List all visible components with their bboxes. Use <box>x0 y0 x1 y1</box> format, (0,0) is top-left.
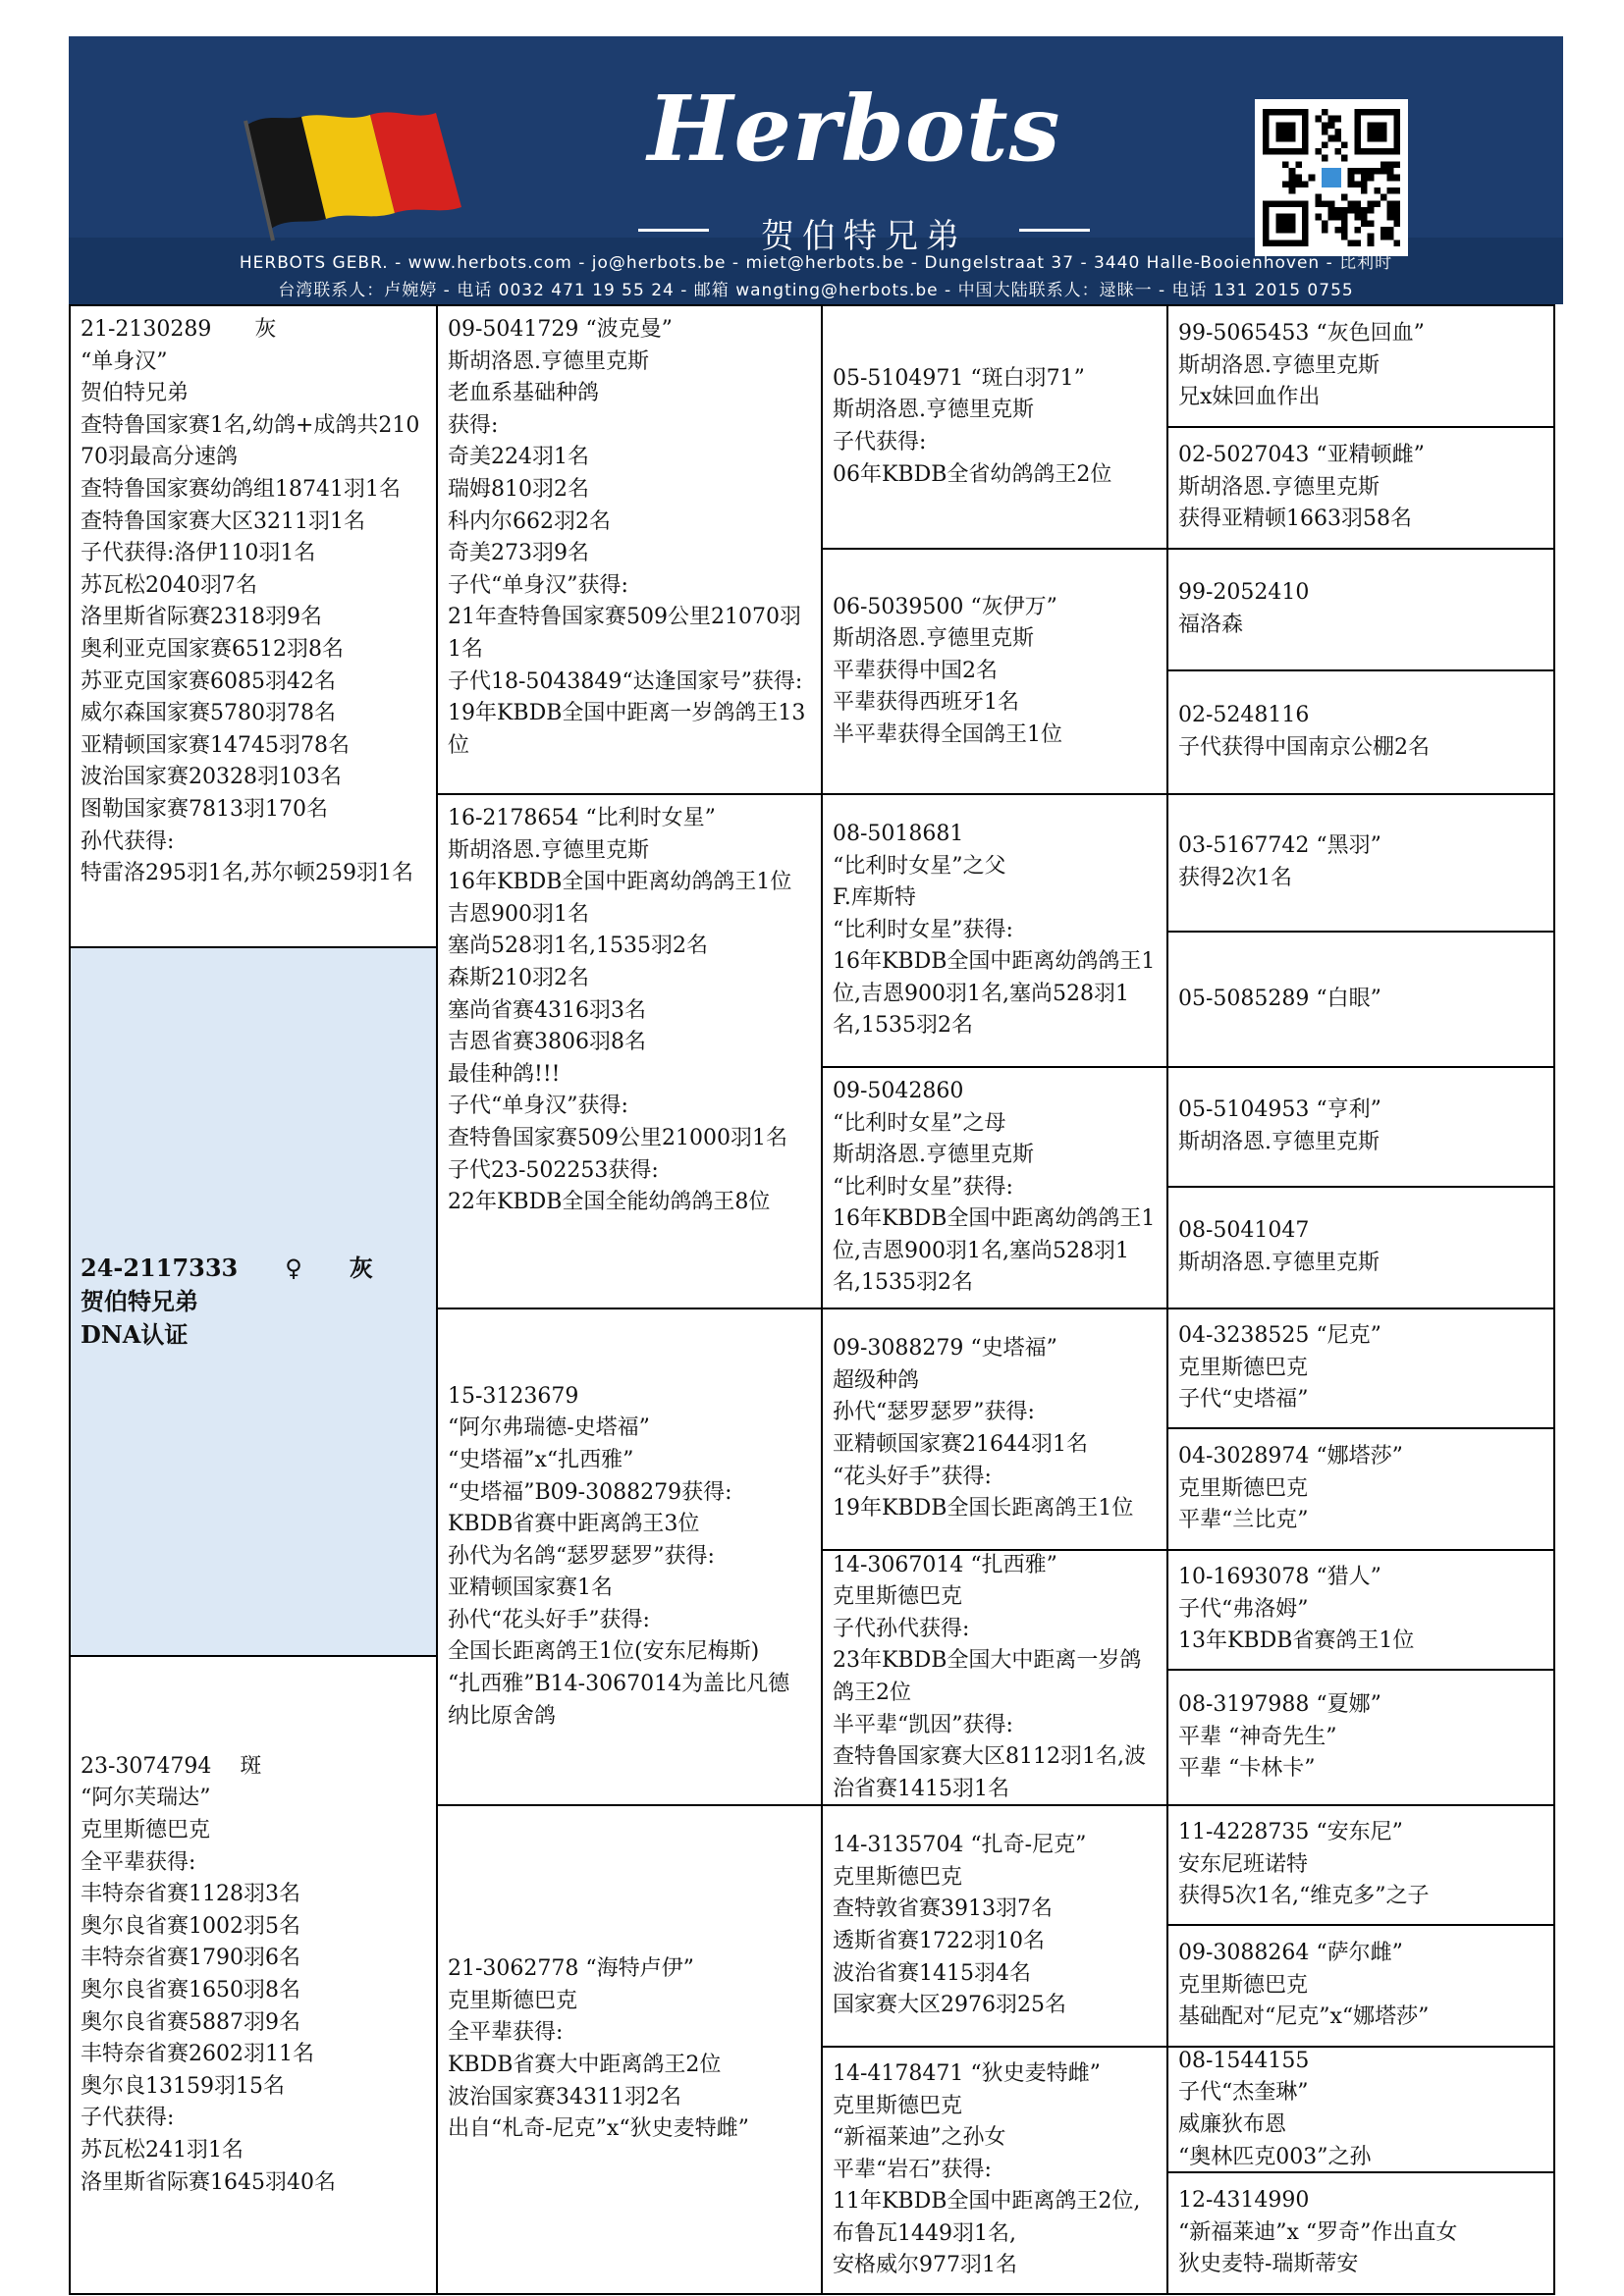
pedigree-line: 11-4228735 “安东尼” <box>1178 1820 1403 1845</box>
pedigree-line: 05-5085289 “白眼” <box>1178 986 1381 1011</box>
pedigree-line: 孙代“花头好手”获得: <box>448 1607 650 1632</box>
pedigree-line: 子代孙代获得: <box>833 1616 970 1641</box>
contact-line-2: 台湾联系人：卢婉婷 - 电话 0032 471 19 55 24 - 邮箱 wangting@herbots.be - 中国大陆联系人：逯睐一 - 电话 131 2015 0755 <box>278 281 1354 300</box>
qr-code-icon <box>1255 99 1408 256</box>
pedigree-line: 基础配对“尼克”x“娜塔莎” <box>1178 2004 1430 2030</box>
pedigree-line: 克里斯德巴克 <box>1178 1972 1309 1998</box>
header-banner <box>69 36 1563 304</box>
pedigree-line: “比利时女星”之父 <box>833 853 1006 879</box>
pedigree-line: 子代“杰奎琳” <box>1178 2080 1309 2106</box>
pedigree-line: 平辈获得中国2名 <box>833 658 998 683</box>
pedigree-line: KBDB省赛中距离鸽王3位 <box>448 1512 700 1537</box>
pedigree-line: 克里斯德巴克 <box>81 1818 211 1843</box>
pedigree-cell-text <box>1178 830 1543 894</box>
pedigree-line: 平辈获得西班牙1名 <box>833 690 1019 716</box>
pedigree-line: 森斯210羽2名 <box>448 965 589 990</box>
pedigree-line: 斯胡洛恩.亨德里克斯 <box>448 348 649 374</box>
pedigree-line: 斯胡洛恩.亨德里克斯 <box>833 626 1034 652</box>
pedigree-line: 丰特奈省赛2602羽11名 <box>81 2042 314 2067</box>
pedigree-line: “奥林匹克003”之孙 <box>1178 2144 1372 2169</box>
pedigree-cell-g2-dd <box>436 1804 823 2295</box>
pedigree-cell-g2-sd <box>436 793 823 1309</box>
pedigree-line: 08-5018681 <box>833 821 964 846</box>
pedigree-line: 11年KBDB全国中距离鸽王2位,布鲁瓦1449羽1名, <box>833 2189 1141 2246</box>
pedigree-cell-text <box>1178 1095 1543 1158</box>
pedigree-line: 洛里斯省际赛1645羽40名 <box>81 2169 336 2195</box>
pedigree-line: 平辈“兰比克” <box>1178 1508 1309 1533</box>
pedigree-cell-g4-5 <box>1166 793 1555 933</box>
pedigree-line: 出自“札奇-尼克”x“狄史麦特雌” <box>448 2116 749 2142</box>
pedigree-cell-text <box>1178 700 1543 764</box>
pedigree-line: 查特鲁国家赛幼鸽组18741羽1名 <box>81 476 401 502</box>
pedigree-line: 苏瓦松2040羽7名 <box>81 572 257 598</box>
pedigree-line: 国家赛大区2976羽25名 <box>833 1993 1066 2018</box>
pedigree-line: 贺伯特兄弟 <box>81 381 189 406</box>
pedigree-line: 全国长距离鸽王1位(安东尼梅斯) <box>448 1639 760 1665</box>
pedigree-cell-g4-15 <box>1166 2046 1555 2173</box>
pedigree-line: 19年KBDB全国长距离鸽王1位 <box>833 1496 1134 1522</box>
pedigree-cell-text <box>833 1076 1157 1300</box>
pedigree-line: 全平辈获得: <box>448 2020 564 2046</box>
pedigree-cell-g3-6 <box>821 1549 1168 1806</box>
pedigree-line: 子代“单身汉”获得: <box>448 1094 628 1119</box>
pedigree-line: 02-5248116 <box>1178 703 1310 728</box>
pedigree-line: 99-5065453 “灰色回血” <box>1178 321 1425 347</box>
pedigree-cell-text <box>833 2058 1157 2282</box>
pedigree-line: 16年KBDB全国中距离幼鸽鸽王1位,吉恩900羽1名,塞尚528羽1名,1535羽2名 <box>833 949 1156 1039</box>
pedigree-line: 奥尔良13159羽15名 <box>81 2073 285 2099</box>
pedigree-line: 半平辈获得全国鸽王1位 <box>833 721 1062 747</box>
pedigree-line: 波治国家赛20328羽103名 <box>81 765 342 790</box>
pedigree-cell-g4-8 <box>1166 1186 1555 1309</box>
pedigree-cell-text <box>81 1252 426 1352</box>
pedigree-line: 09-5042860 <box>833 1078 964 1103</box>
pedigree-line: “新福莱迪”之孙女 <box>833 2125 1006 2151</box>
pedigree-line: 兄x妹回血作出 <box>1178 385 1321 410</box>
pedigree-line: “扎西雅”B14-3067014为盖比凡德纳比原舍鸽 <box>448 1672 790 1729</box>
pedigree-line: 克里斯德巴克 <box>448 1988 578 2013</box>
pedigree-cell-text <box>1178 1817 1543 1913</box>
pedigree-line: 科内尔662羽2名 <box>448 508 611 534</box>
pedigree-line: 23-3074794 斑 <box>81 1753 262 1779</box>
pedigree-line: 12-4314990 <box>1178 2188 1310 2214</box>
pedigree-line: 09-3088279 “史塔福” <box>833 1336 1057 1362</box>
pedigree-line: 斯胡洛恩.亨德里克斯 <box>833 1143 1034 1168</box>
pedigree-line: 09-5041729 “波克曼” <box>448 317 673 342</box>
pedigree-line: 16年KBDB全国中距离幼鸽鸽王1位 <box>448 870 792 895</box>
pedigree-cell-text <box>448 803 811 1219</box>
pedigree-line: 全平辈获得: <box>81 1849 196 1875</box>
pedigree-line: 子代获得: <box>81 2106 175 2131</box>
pedigree-cell-g4-16 <box>1166 2171 1555 2295</box>
pedigree-line: 威廉狄布恩 <box>1178 2112 1287 2137</box>
pedigree-line: 平辈“岩石”获得: <box>833 2157 992 2182</box>
contact-line-1: HERBOTS GEBR. - www.herbots.com - jo@herbots.be - miet@herbots.be - Dungelstraat 37 - 3440 Halle-Booienhoven - 比利时 <box>239 253 1393 273</box>
pedigree-line: 14-3135704 “扎奇-尼克” <box>833 1833 1087 1858</box>
pedigree-line: 查特鲁国家赛509公里21000羽1名 <box>448 1125 787 1150</box>
pedigree-cell-g4-9 <box>1166 1308 1555 1429</box>
pedigree-line: 查特鲁国家赛大区8112羽1名,波治省赛1415羽1名 <box>833 1744 1146 1801</box>
pedigree-cell-g3-3 <box>821 793 1168 1068</box>
pedigree-line: 获得: <box>448 412 499 438</box>
belgian-flag-icon <box>228 103 473 250</box>
pedigree-line: 奥尔良省赛1650羽8名 <box>81 1978 300 2002</box>
pedigree-cell-text <box>1178 1562 1543 1658</box>
pedigree-cell-g4-4 <box>1166 669 1555 795</box>
pedigree-cell-g4-11 <box>1166 1549 1555 1671</box>
pedigree-cell-g4-14 <box>1166 1924 1555 2048</box>
pedigree-line: 安东尼班诺特 <box>1178 1851 1309 1877</box>
pedigree-line: 塞尚省赛4316羽3名 <box>448 997 646 1023</box>
pedigree-line: 获得2次1名 <box>1178 866 1292 890</box>
pedigree-line: 克里斯德巴克 <box>1178 1355 1309 1380</box>
pedigree-cell-g3-2 <box>821 548 1168 795</box>
pedigree-cell-text <box>1178 1215 1543 1279</box>
pedigree-line: 克里斯德巴克 <box>833 1584 963 1610</box>
pedigree-line: 吉恩省赛3806羽8名 <box>448 1030 646 1055</box>
pedigree-line: 奇美224羽1名 <box>448 445 589 470</box>
pedigree-cell-g4-2 <box>1166 426 1555 550</box>
pedigree-line: 13年KBDB省赛鸽王1位 <box>1178 1629 1415 1654</box>
logo-divider-left <box>638 229 709 232</box>
pedigree-cell-text <box>1178 318 1543 414</box>
herbots-logo: Herbots <box>647 76 1061 182</box>
pedigree-line: 特雷洛295羽1名,苏尔顿259羽1名 <box>81 861 413 886</box>
pedigree-line: 超级种鸽 <box>833 1367 920 1393</box>
pedigree-line: 亚精顿国家赛21644羽1名 <box>833 1432 1088 1457</box>
pedigree-line: 子代“单身汉”获得: <box>448 572 628 598</box>
pedigree-cell-text <box>1178 984 1543 1016</box>
pedigree-line: 斯胡洛恩.亨德里克斯 <box>1178 474 1380 500</box>
pedigree-line: 斯胡洛恩.亨德里克斯 <box>1178 1251 1380 1275</box>
pedigree-line: “史塔福”x“扎西雅” <box>448 1447 634 1472</box>
pedigree-line: 子代获得: <box>833 430 927 454</box>
pedigree-cell-text <box>1178 577 1543 641</box>
pedigree-line: 08-1544155 <box>1178 2048 1310 2073</box>
pedigree-line: 22年KBDB全国全能幼鸽鸽王8位 <box>448 1190 771 1215</box>
pedigree-cell-g3-4 <box>821 1066 1168 1309</box>
pedigree-line: 奥尔良省赛5887羽9名 <box>81 2009 300 2035</box>
pedigree-line: 克里斯德巴克 <box>1178 1475 1309 1501</box>
pedigree-line: 04-3028974 “娜塔莎” <box>1178 1444 1403 1469</box>
pedigree-cell-text <box>833 363 1157 491</box>
pedigree-line: 丰特奈省赛1790羽6名 <box>81 1946 300 1971</box>
pedigree-cell-text <box>1178 2046 1543 2173</box>
pedigree-line: 08-3197988 “夏娜” <box>1178 1692 1381 1718</box>
pedigree-line: “比利时女星”之母 <box>833 1110 1006 1136</box>
pedigree-cell-text <box>1178 440 1543 536</box>
pedigree-line: “比利时女星”获得: <box>833 1174 1013 1200</box>
pedigree-line: 奇美273羽9名 <box>448 541 589 566</box>
pedigree-line: 孙代“瑟罗瑟罗”获得: <box>833 1400 1035 1425</box>
pedigree-line: “花头好手”获得: <box>833 1464 992 1489</box>
pedigree-line: 子代“弗洛姆” <box>1178 1596 1309 1622</box>
pedigree-line: 21-2130289 灰 <box>81 317 277 342</box>
pedigree-cell-text <box>448 1953 811 2146</box>
pedigree-line: “单身汉” <box>81 348 168 374</box>
pedigree-line: 克里斯德巴克 <box>833 2093 963 2118</box>
pedigree-line: 洛里斯省际赛2318羽9名 <box>81 605 322 630</box>
pedigree-line: 安格威尔977羽1名 <box>833 2253 1017 2278</box>
pedigree-cell-g4-10 <box>1166 1427 1555 1551</box>
pedigree-cell-g3-7 <box>821 1804 1168 2048</box>
pedigree-line: 最佳种鸽!!! <box>448 1061 561 1087</box>
pedigree-line: 获得亚精顿1663羽58名 <box>1178 507 1412 532</box>
pedigree-cell-g2-ds <box>436 1308 823 1806</box>
pedigree-line: 奥尔良省赛1002羽5名 <box>81 1913 300 1939</box>
pedigree-line: 09-3088264 “萨尔雌” <box>1178 1941 1403 1966</box>
pedigree-line: 威尔森国家赛5780羽78名 <box>81 701 336 726</box>
pedigree-line: 14-3067014 “扎西雅” <box>833 1552 1057 1577</box>
logo-subtitle: 贺伯特兄弟 <box>761 217 967 256</box>
pedigree-line: 波治省赛1415羽4名 <box>833 1960 1031 1986</box>
pedigree-line: 吉恩900羽1名 <box>448 901 589 927</box>
pedigree-line: 波治国家赛34311羽2名 <box>448 2084 681 2109</box>
pedigree-line: F.库斯特 <box>833 885 916 911</box>
pedigree-line: 克里斯德巴克 <box>833 1864 963 1890</box>
pedigree-line: 子代“史塔福” <box>1178 1387 1309 1413</box>
pedigree-cell-text <box>81 314 426 890</box>
pedigree-cell-g4-6 <box>1166 931 1555 1068</box>
pedigree-line: 子代获得:洛伊110羽1名 <box>81 541 316 566</box>
pedigree-cell-g4-3 <box>1166 548 1555 671</box>
pedigree-line: 04-3238525 “尼克” <box>1178 1323 1381 1349</box>
pedigree-line: 08-5041047 <box>1178 1218 1310 1244</box>
pedigree-line: 图勒国家赛7813羽170名 <box>81 796 328 822</box>
pedigree-cell-text <box>833 1333 1157 1525</box>
pedigree-line: 05-5104953 “亨利” <box>1178 1097 1381 1123</box>
pedigree-cell-g1-dam <box>69 1655 438 2295</box>
pedigree-line: 16-2178654 “比利时女星” <box>448 806 716 830</box>
pedigree-line: 亚精顿国家赛14745羽78名 <box>81 732 350 758</box>
pedigree-line: 子代获得中国南京公棚2名 <box>1178 735 1430 760</box>
pedigree-line: 15-3123679 <box>448 1383 579 1409</box>
pedigree-cell-text <box>448 314 811 762</box>
pedigree-cell-text <box>1178 1689 1543 1786</box>
pedigree-line: 苏瓦松241羽1名 <box>81 2137 244 2163</box>
logo-divider-right <box>1019 229 1090 232</box>
pedigree-line: 查特鲁国家赛大区3211羽1名 <box>81 508 365 534</box>
pedigree-line: 孙代获得: <box>81 828 175 854</box>
pedigree-line: KBDB省赛大中距离鸽王2位 <box>448 2053 722 2077</box>
pedigree-line: 狄史麦特-瑞斯蒂安 <box>1178 2252 1359 2277</box>
pedigree-cell-text <box>833 592 1157 752</box>
pedigree-cell-g1-sire <box>69 304 438 948</box>
pedigree-line: 24-2117333 ♀ 灰 <box>81 1254 373 1282</box>
pedigree-cell-g4-12 <box>1166 1669 1555 1806</box>
pedigree-line: 05-5104971 “斑白羽71” <box>833 365 1085 391</box>
pedigree-cell-text <box>833 1830 1157 2022</box>
pedigree-line: 10-1693078 “猎人” <box>1178 1565 1381 1590</box>
pedigree-line: 99-2052410 <box>1178 580 1310 606</box>
pedigree-cell-text <box>1178 1938 1543 2034</box>
pedigree-line: “阿尔芙瑞达” <box>81 1786 211 1811</box>
pedigree-line: 子代23-502253获得: <box>448 1157 659 1183</box>
pedigree-line: 14-4178471 “狄史麦特雌” <box>833 2060 1101 2086</box>
pedigree-line: 贺伯特兄弟 <box>81 1287 198 1315</box>
pedigree-cell-g4-7 <box>1166 1066 1555 1188</box>
pedigree-cell-g3-1 <box>821 304 1168 550</box>
pedigree-cell-g2-ss <box>436 304 823 795</box>
pedigree-line: 斯胡洛恩.亨德里克斯 <box>833 398 1034 423</box>
pedigree-line: 子代18-5043849“达逢国家号”获得: <box>448 668 803 694</box>
pedigree-line: 06-5039500 “灰伊万” <box>833 594 1057 619</box>
pedigree-line: 斯胡洛恩.亨德里克斯 <box>448 837 649 863</box>
pedigree-cell-text <box>1178 1320 1543 1416</box>
pedigree-subject-cell <box>69 946 438 1657</box>
pedigree-line: 23年KBDB全国大中距离一岁鸽鸽王2位 <box>833 1648 1142 1705</box>
pedigree-line: 老血系基础种鸽 <box>448 381 600 406</box>
pedigree-line: “史塔福”B09-3088279获得: <box>448 1479 732 1505</box>
pedigree-line: 02-5027043 “亚精顿雌” <box>1178 443 1425 468</box>
pedigree-line: 06年KBDB全省幼鸽鸽王2位 <box>833 461 1112 487</box>
pedigree-line: 福洛森 <box>1178 613 1244 637</box>
pedigree-line: 19年KBDB全国中距离一岁鸽鸽王13位 <box>448 701 806 758</box>
pedigree-cell-text <box>1178 1441 1543 1537</box>
pedigree-line: 奥利亚克国家赛6512羽8名 <box>81 636 344 662</box>
pedigree-line: 塞尚528羽1名,1535羽2名 <box>448 934 708 959</box>
pedigree-line: 瑞姆810羽2名 <box>448 476 589 502</box>
pedigree-line: 平辈 “卡林卡” <box>1178 1756 1316 1782</box>
pedigree-cell-g3-5 <box>821 1308 1168 1551</box>
pedigree-cell-text <box>833 819 1157 1042</box>
pedigree-cell-g4-1 <box>1166 304 1555 428</box>
pedigree-line: 斯胡洛恩.亨德里克斯 <box>1178 352 1380 378</box>
pedigree-line: DNA认证 <box>81 1320 189 1349</box>
pedigree-line: 获得5次1名,“维克多”之子 <box>1178 1884 1430 1909</box>
pedigree-line: 斯胡洛恩.亨德里克斯 <box>1178 1130 1380 1154</box>
logo-subtitle-wrap <box>638 209 1090 256</box>
pedigree-line: 21年查特鲁国家赛509公里21070羽1名 <box>448 605 801 662</box>
pedigree-line: 21-3062778 “海特卢伊” <box>448 1956 694 1982</box>
pedigree-cell-text <box>81 1751 426 2199</box>
pedigree-line: “阿尔弗瑞德-史塔福” <box>448 1415 650 1441</box>
pedigree-cell-g3-8 <box>821 2046 1168 2295</box>
pedigree-cell-text <box>1178 2185 1543 2281</box>
pedigree-line: 亚精顿国家赛1名 <box>448 1575 613 1601</box>
pedigree-line: 孙代为名鸽“瑟罗瑟罗”获得: <box>448 1543 715 1569</box>
pedigree-line: 查特敦省赛3913羽7名 <box>833 1896 1053 1922</box>
pedigree-line: “比利时女星”获得: <box>833 917 1013 942</box>
pedigree-line: 查特鲁国家赛1名,幼鸽+成鸽共21070羽最高分速鸽 <box>81 412 420 470</box>
pedigree-line: 半平辈“凯因”获得: <box>833 1712 1013 1737</box>
pedigree-line: 苏亚克国家赛6085羽42名 <box>81 668 336 694</box>
pedigree-line: 16年KBDB全国中距离幼鸽鸽王1位,吉恩900羽1名,塞尚528羽1名,1535羽2名 <box>833 1206 1156 1296</box>
pedigree-cell-text <box>833 1550 1157 1806</box>
pedigree-cell-text <box>448 1381 811 1734</box>
pedigree-line: 平辈 “神奇先生” <box>1178 1724 1337 1749</box>
pedigree-cell-g4-13 <box>1166 1804 1555 1926</box>
pedigree-line: 03-5167742 “黑羽” <box>1178 833 1381 859</box>
pedigree-line: “新福莱迪”x “罗奇”作出直女 <box>1178 2219 1458 2245</box>
pedigree-line: 透斯省赛1722羽10名 <box>833 1929 1045 1953</box>
pedigree-line: 丰特奈省赛1128羽3名 <box>81 1882 300 1907</box>
